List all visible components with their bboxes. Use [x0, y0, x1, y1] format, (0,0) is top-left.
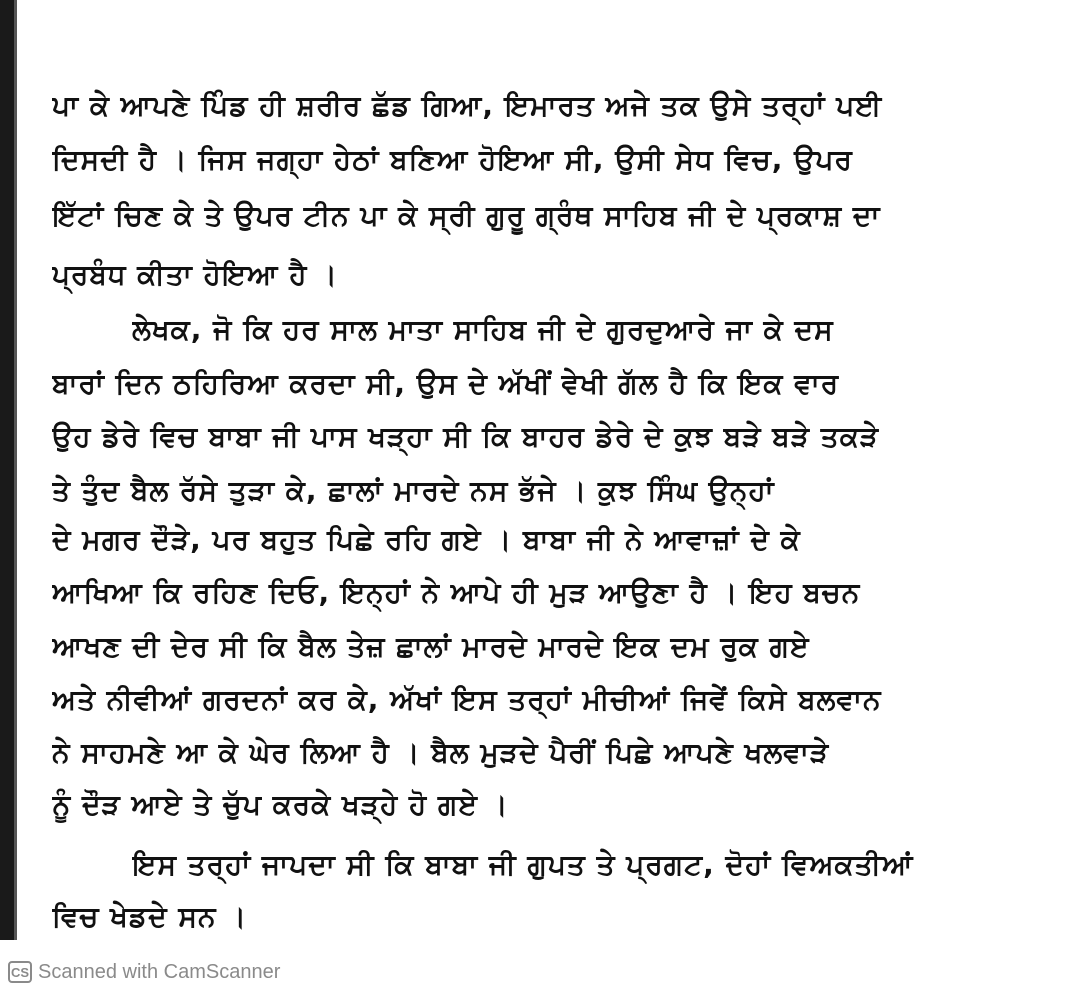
- text-line: ਨੂੰ ਦੌੜ ਆਏ ਤੇ ਚੁੱਪ ਕਰਕੇ ਖੜ੍ਹੇ ਹੋ ਗਏ ।: [52, 788, 509, 821]
- text-line: ਨੇ ਸਾਹਮਣੇ ਆ ਕੇ ਘੇਰ ਲਿਆ ਹੈ । ਬੈਲ ਮੁੜਦੇ ਪੈਰੀਂ ਪਿਛੇ ਆਪਣੇ ਖਲਵਾੜੇ: [52, 736, 830, 769]
- page-edge-shadow: [0, 0, 14, 940]
- text-line: ਤੇ ਤੁੰਦ ਬੈਲ ਰੱਸੇ ਤੁੜਾ ਕੇ, ਛਾਲਾਂ ਮਾਰਦੇ ਨਸ ਭੱਜੇ । ਕੁਝ ਸਿੰਘ ਉਨ੍ਹਾਂ: [52, 474, 775, 507]
- text-line: ਉਹ ਡੇਰੇ ਵਿਚ ਬਾਬਾ ਜੀ ਪਾਸ ਖੜ੍ਹਾ ਸੀ ਕਿ ਬਾਹਰ ਡੇਰੇ ਦੇ ਕੁਝ ਬੜੇ ਬੜੇ ਤਕੜੇ: [52, 420, 880, 453]
- text-line: ਆਖਣ ਦੀ ਦੇਰ ਸੀ ਕਿ ਬੈਲ ਤੇਜ਼ ਛਾਲਾਂ ਮਾਰਦੇ ਮਾਰਦੇ ਇਕ ਦਮ ਰੁਕ ਗਏ: [52, 630, 810, 663]
- text-line: ਪਾ ਕੇ ਆਪਣੇ ਪਿੰਡ ਹੀ ਸ਼ਰੀਰ ਛੱਡ ਗਿਆ, ਇਮਾਰਤ ਅਜੇ ਤਕ ਉਸੇ ਤਰ੍ਹਾਂ ਪਈ: [52, 89, 883, 122]
- text-line: ਅਤੇ ਨੀਵੀਆਂ ਗਰਦਨਾਂ ਕਰ ਕੇ, ਅੱਖਾਂ ਇਸ ਤਰ੍ਹਾਂ ਮੀਚੀਆਂ ਜਿਵੇਂ ਕਿਸੇ ਬਲਵਾਨ: [52, 683, 882, 716]
- text-line: ਦੇ ਮਗਰ ਦੌੜੇ, ਪਰ ਬਹੁਤ ਪਿਛੇ ਰਹਿ ਗਏ । ਬਾਬਾ ਜੀ ਨੇ ਆਵਾਜ਼ਾਂ ਦੇ ਕੇ: [52, 523, 801, 556]
- text-line: ਵਿਚ ਖੇਡਦੇ ਸਨ ।: [52, 900, 248, 933]
- camscanner-logo-icon: CS: [8, 961, 32, 983]
- text-line: ਪ੍ਰਬੰਧ ਕੀਤਾ ਹੋਇਆ ਹੈ ।: [52, 258, 339, 291]
- text-line: ਲੇਖਕ, ਜੋ ਕਿ ਹਰ ਸਾਲ ਮਾਤਾ ਸਾਹਿਬ ਜੀ ਦੇ ਗੁਰਦੁਆਰੇ ਜਾ ਕੇ ਦਸ: [132, 313, 834, 346]
- camscanner-watermark: [8, 958, 280, 986]
- watermark-label: Scanned with CamScanner: [38, 960, 281, 983]
- page-edge-line: [14, 0, 17, 940]
- text-line: ਬਾਰਾਂ ਦਿਨ ਠਹਿਰਿਆ ਕਰਦਾ ਸੀ, ਉਸ ਦੇ ਅੱਖੀਂ ਵੇਖੀ ਗੱਲ ਹੈ ਕਿ ਇਕ ਵਾਰ: [52, 367, 840, 400]
- text-line: ਆਖਿਆ ਕਿ ਰਹਿਣ ਦਿਓ, ਇਨ੍ਹਾਂ ਨੇ ਆਪੇ ਹੀ ਮੁੜ ਆਉਣਾ ਹੈ । ਇਹ ਬਚਨ: [52, 576, 861, 609]
- text-line: ਇੱਟਾਂ ਚਿਣ ਕੇ ਤੇ ਉਪਰ ਟੀਨ ਪਾ ਕੇ ਸ੍ਰੀ ਗੁਰੂ ਗ੍ਰੰਥ ਸਾਹਿਬ ਜੀ ਦੇ ਪ੍ਰਕਾਸ਼ ਦਾ: [52, 199, 881, 232]
- text-line: ਇਸ ਤਰ੍ਹਾਂ ਜਾਪਦਾ ਸੀ ਕਿ ਬਾਬਾ ਜੀ ਗੁਪਤ ਤੇ ਪ੍ਰਗਟ, ਦੋਹਾਂ ਵਿਅਕਤੀਆਂ: [132, 848, 914, 881]
- text-line: ਦਿਸਦੀ ਹੈ । ਜਿਸ ਜਗ੍ਹਾ ਹੇਠਾਂ ਬਣਿਆ ਹੋਇਆ ਸੀ, ਉਸੀ ਸੇਧ ਵਿਚ, ਉਪਰ: [52, 143, 853, 176]
